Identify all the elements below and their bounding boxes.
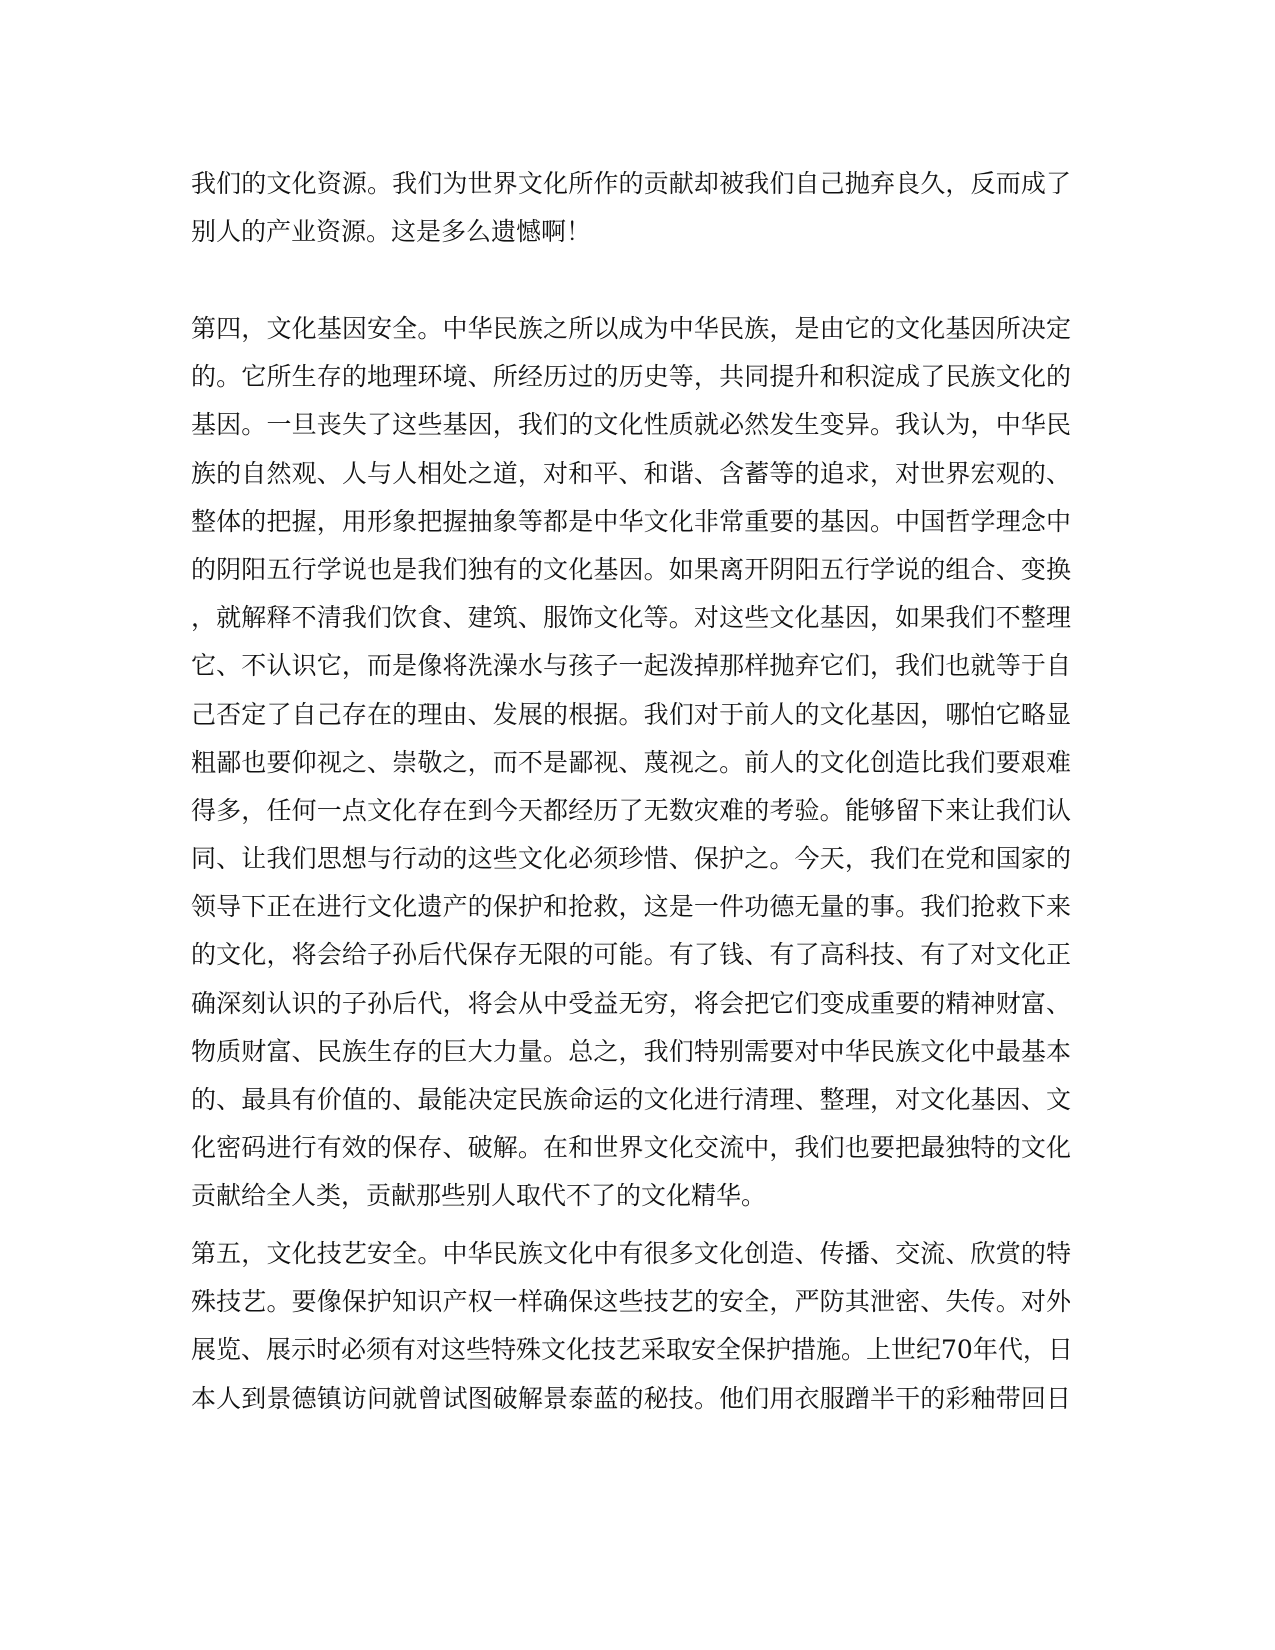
text-line: 展览、展示时必须有对这些特殊文化技艺采取安全保护措施。上世纪70年代，日	[191, 1335, 1073, 1365]
text-line: 得多，任何一点文化存在到今天都经历了无数灾难的考验。能够留下来让我们认	[191, 795, 1071, 825]
paragraph-cultural-gene-security	[191, 305, 1071, 1221]
text-line: 殊技艺。要像保护知识产权一样确保这些技艺的安全，严防其泄密、失传。对外	[191, 1287, 1071, 1317]
paragraph-cultural-resources	[191, 160, 1071, 256]
text-line: 粗鄙也要仰视之、崇敬之，而不是鄙视、蔑视之。前人的文化创造比我们要艰难	[191, 747, 1071, 777]
text-line: 化密码进行有效的保存、破解。在和世界文化交流中，我们也要把最独特的文化	[191, 1133, 1071, 1163]
text-line: 的。它所生存的地理环境、所经历过的历史等，共同提升和积淀成了民族文化的	[191, 362, 1071, 392]
text-line: 第四，文化基因安全。中华民族之所以成为中华民族，是由它的文化基因所决定	[191, 314, 1071, 343]
text-line: 它、不认识它，而是像将洗澡水与孩子一起泼掉那样抛弃它们，我们也就等于自	[191, 651, 1071, 681]
text-line: 己否定了自己存在的理由、发展的根据。我们对于前人的文化基因，哪怕它略显	[191, 699, 1071, 729]
text-line: 我们的文化资源。我们为世界文化所作的贡献却被我们自己抛弃良久，反而成了	[191, 169, 1071, 198]
text-line: 的、最具有价值的、最能决定民族命运的文化进行清理、整理，对文化基因、文	[191, 1085, 1071, 1114]
text-line: 别人的产业资源。这是多么遗憾啊！	[191, 217, 592, 247]
text-line: ，就解释不清我们饮食、建筑、服饰文化等。对这些文化基因，如果我们不整理	[191, 603, 1071, 633]
text-line: 基因。一旦丧失了这些基因，我们的文化性质就必然发生变异。我认为，中华民	[191, 410, 1071, 440]
text-line: 第五，文化技艺安全。中华民族文化中有很多文化创造、传播、交流、欣赏的特	[191, 1239, 1071, 1268]
text-line: 族的自然观、人与人相处之道，对和平、和谐、含蓄等的追求，对世界宏观的、	[191, 458, 1071, 488]
paragraph-cultural-craft-security	[191, 1230, 1071, 1423]
text-line: 的文化，将会给子孙后代保存无限的可能。有了钱、有了高科技、有了对文化正	[191, 940, 1071, 970]
text-line: 确深刻认识的子孙后代，将会从中受益无穷，将会把它们变成重要的精神财富、	[191, 988, 1071, 1018]
text-line: 本人到景德镇访问就曾试图破解景泰蓝的秘技。他们用衣服蹭半干的彩釉带回日	[191, 1383, 1071, 1413]
text-line: 的阴阳五行学说也是我们独有的文化基因。如果离开阴阳五行学说的组合、变换	[191, 554, 1071, 584]
text-line: 同、让我们思想与行动的这些文化必须珍惜、保护之。今天，我们在党和国家的	[191, 844, 1071, 874]
text-line: 整体的把握，用形象把握抽象等都是中华文化非常重要的基因。中国哲学理念中	[191, 506, 1071, 536]
text-line: 贡献给全人类，贡献那些别人取代不了的文化精华。	[191, 1181, 767, 1211]
text-line: 领导下正在进行文化遗产的保护和抢救，这是一件功德无量的事。我们抢救下来	[191, 892, 1071, 922]
text-line: 物质财富、民族生存的巨大力量。总之，我们特别需要对中华民族文化中最基本	[191, 1036, 1071, 1066]
